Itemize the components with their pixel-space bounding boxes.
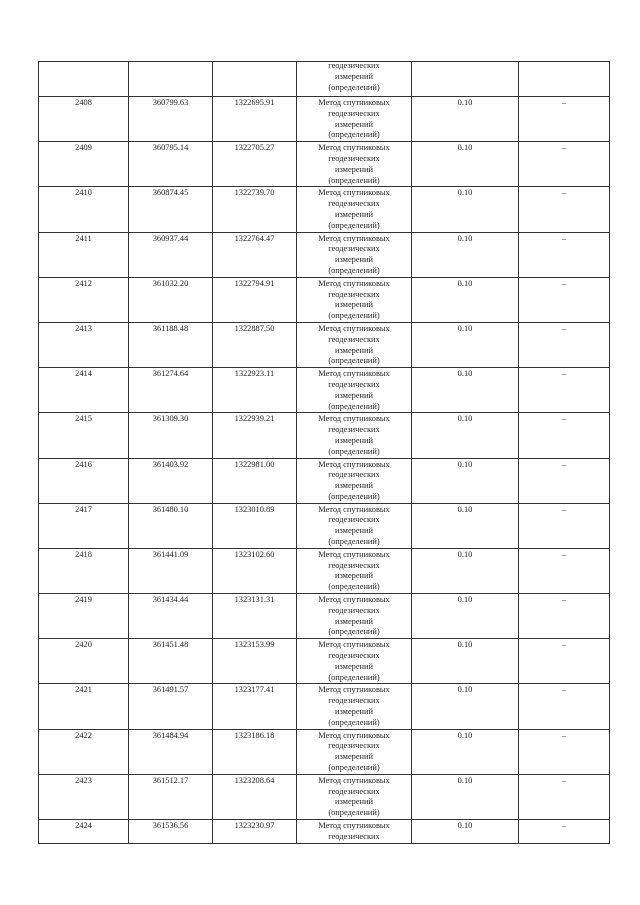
- point-number-cell: 2411: [39, 232, 129, 277]
- x-coordinate-cell: 361512.17: [129, 774, 213, 819]
- table-row: [39, 458, 610, 503]
- method-cell: [297, 368, 412, 413]
- description-cell: –: [519, 458, 610, 503]
- table-row: [39, 729, 610, 774]
- y-coordinate-cell: 1323177.41: [213, 684, 297, 729]
- x-coordinate-cell: 361451.48: [129, 639, 213, 684]
- method-cell: [297, 62, 412, 97]
- method-cell: [297, 142, 412, 187]
- y-coordinate-cell: 1323208.64: [213, 774, 297, 819]
- method-text: Метод спутниковых геодезических измерений (определений): [318, 233, 390, 275]
- x-coordinate-cell: 360795.14: [129, 142, 213, 187]
- x-coordinate-cell: 361441.09: [129, 548, 213, 593]
- point-number-cell: 2416: [39, 458, 129, 503]
- x-coordinate-cell: 361188.48: [129, 322, 213, 367]
- table-row: [39, 277, 610, 322]
- coordinates-table-body: [39, 62, 610, 844]
- y-coordinate-cell: 1322794.91: [213, 277, 297, 322]
- table-row: [39, 97, 610, 142]
- point-number-cell: 2412: [39, 277, 129, 322]
- x-coordinate-cell: 361274.64: [129, 368, 213, 413]
- description-cell: –: [519, 684, 610, 729]
- method-cell: [297, 232, 412, 277]
- accuracy-cell: 0.10: [412, 774, 519, 819]
- table-row: [39, 820, 610, 844]
- point-number-cell: 2414: [39, 368, 129, 413]
- accuracy-cell: 0.10: [412, 277, 519, 322]
- point-number-cell: 2417: [39, 503, 129, 548]
- method-text: Метод спутниковых геодезических измерений (определений): [318, 414, 390, 456]
- method-cell: [297, 684, 412, 729]
- description-cell: –: [519, 729, 610, 774]
- description-cell: –: [519, 322, 610, 367]
- table-row: [39, 187, 610, 232]
- x-coordinate-cell: 361536.56: [129, 820, 213, 844]
- description-cell: –: [519, 548, 610, 593]
- method-text: Метод спутниковых геодезических измерений (определений): [318, 143, 390, 185]
- description-cell: –: [519, 774, 610, 819]
- accuracy-cell: 0.10: [412, 368, 519, 413]
- accuracy-cell: 0.10: [412, 820, 519, 844]
- point-number-cell: [39, 62, 129, 97]
- method-cell: [297, 548, 412, 593]
- accuracy-cell: 0.10: [412, 232, 519, 277]
- accuracy-cell: 0.10: [412, 458, 519, 503]
- accuracy-cell: 0.10: [412, 142, 519, 187]
- method-text: Метод спутниковых геодезических измерений (определений): [318, 730, 390, 773]
- description-cell: –: [519, 142, 610, 187]
- y-coordinate-cell: 1323153.99: [213, 639, 297, 684]
- accuracy-cell: 0.10: [412, 684, 519, 729]
- method-text: Метод спутниковых геодезических измерений (определений): [318, 640, 390, 682]
- method-cell: [297, 187, 412, 232]
- y-coordinate-cell: 1323102.60: [213, 548, 297, 593]
- description-cell: –: [519, 820, 610, 844]
- y-coordinate-cell: 1323131.31: [213, 594, 297, 639]
- method-cell: [297, 594, 412, 639]
- x-coordinate-cell: [129, 62, 213, 97]
- accuracy-cell: 0.10: [412, 503, 519, 548]
- description-cell: –: [519, 277, 610, 322]
- coordinates-table: [38, 61, 610, 844]
- table-row: [39, 322, 610, 367]
- table-row: [39, 503, 610, 548]
- method-text: Метод спутниковых геодезических: [318, 821, 390, 841]
- method-text: Метод спутниковых геодезических измерений (определений): [318, 549, 390, 592]
- method-text: Метод спутниковых геодезических измерений (определений): [318, 685, 390, 727]
- point-number-cell: 2409: [39, 142, 129, 187]
- x-coordinate-cell: 361309.30: [129, 413, 213, 458]
- method-cell: [297, 639, 412, 684]
- y-coordinate-cell: 1323186.18: [213, 729, 297, 774]
- accuracy-cell: 0.10: [412, 729, 519, 774]
- point-number-cell: 2420: [39, 639, 129, 684]
- table-row: [39, 594, 610, 639]
- accuracy-cell: 0.10: [412, 413, 519, 458]
- point-number-cell: 2413: [39, 322, 129, 367]
- method-text: Метод спутниковых геодезических измерений (определений): [318, 188, 390, 230]
- accuracy-cell: 0.10: [412, 548, 519, 593]
- method-cell: [297, 97, 412, 142]
- table-row: [39, 639, 610, 684]
- method-text: Метод спутниковых геодезических измерений (определений): [318, 98, 390, 140]
- table-row: [39, 774, 610, 819]
- y-coordinate-cell: 1323230.97: [213, 820, 297, 844]
- accuracy-cell: [412, 62, 519, 97]
- table-row: [39, 684, 610, 729]
- point-number-cell: 2422: [39, 729, 129, 774]
- method-text: Метод спутниковых геодезических измерений (определений): [318, 278, 390, 321]
- y-coordinate-cell: 1322739.70: [213, 187, 297, 232]
- x-coordinate-cell: 360874.45: [129, 187, 213, 232]
- description-cell: –: [519, 187, 610, 232]
- point-number-cell: 2415: [39, 413, 129, 458]
- x-coordinate-cell: 361032.20: [129, 277, 213, 322]
- method-cell: [297, 322, 412, 367]
- method-text: Метод спутниковых геодезических измерений (определений): [318, 595, 390, 637]
- method-cell: [297, 820, 412, 844]
- method-cell: [297, 774, 412, 819]
- y-coordinate-cell: 1323010.89: [213, 503, 297, 548]
- method-text: Метод спутниковых геодезических измерений (определений): [318, 369, 390, 411]
- method-cell: [297, 729, 412, 774]
- method-text: Метод спутниковых геодезических измерений (определений): [318, 504, 390, 547]
- table-row-continued: [39, 62, 610, 97]
- description-cell: –: [519, 413, 610, 458]
- method-cell: [297, 413, 412, 458]
- y-coordinate-cell: 1322705.27: [213, 142, 297, 187]
- point-number-cell: 2410: [39, 187, 129, 232]
- y-coordinate-cell: 1322695.91: [213, 97, 297, 142]
- y-coordinate-cell: 1322923.11: [213, 368, 297, 413]
- point-number-cell: 2421: [39, 684, 129, 729]
- point-number-cell: 2418: [39, 548, 129, 593]
- y-coordinate-cell: 1322887.50: [213, 322, 297, 367]
- x-coordinate-cell: 360799.63: [129, 97, 213, 142]
- description-cell: –: [519, 594, 610, 639]
- x-coordinate-cell: 361403.92: [129, 458, 213, 503]
- method-cell: [297, 503, 412, 548]
- accuracy-cell: 0.10: [412, 97, 519, 142]
- accuracy-cell: 0.10: [412, 322, 519, 367]
- method-text: Метод спутниковых геодезических измерений (определений): [318, 775, 390, 818]
- method-text: геодезических измерений (определений): [328, 61, 380, 92]
- accuracy-cell: 0.10: [412, 187, 519, 232]
- method-text: Метод спутниковых геодезических измерений (определений): [318, 459, 390, 501]
- x-coordinate-cell: 361434.44: [129, 594, 213, 639]
- x-coordinate-cell: 361484.94: [129, 729, 213, 774]
- table-row: [39, 232, 610, 277]
- accuracy-cell: 0.10: [412, 594, 519, 639]
- point-number-cell: 2419: [39, 594, 129, 639]
- method-cell: [297, 277, 412, 322]
- x-coordinate-cell: 361480.10: [129, 503, 213, 548]
- table-row: [39, 368, 610, 413]
- accuracy-cell: 0.10: [412, 639, 519, 684]
- y-coordinate-cell: [213, 62, 297, 97]
- y-coordinate-cell: 1322764.47: [213, 232, 297, 277]
- y-coordinate-cell: 1322981.00: [213, 458, 297, 503]
- x-coordinate-cell: 361491.57: [129, 684, 213, 729]
- table-row: [39, 548, 610, 593]
- description-cell: –: [519, 368, 610, 413]
- description-cell: –: [519, 639, 610, 684]
- description-cell: –: [519, 503, 610, 548]
- table-row: [39, 413, 610, 458]
- point-number-cell: 2424: [39, 820, 129, 844]
- method-cell: [297, 458, 412, 503]
- method-text: Метод спутниковых геодезических измерений (определений): [318, 323, 390, 366]
- point-number-cell: 2423: [39, 774, 129, 819]
- y-coordinate-cell: 1322939.21: [213, 413, 297, 458]
- description-cell: [519, 62, 610, 97]
- description-cell: –: [519, 232, 610, 277]
- point-number-cell: 2408: [39, 97, 129, 142]
- table-row: [39, 142, 610, 187]
- x-coordinate-cell: 360937.44: [129, 232, 213, 277]
- description-cell: –: [519, 97, 610, 142]
